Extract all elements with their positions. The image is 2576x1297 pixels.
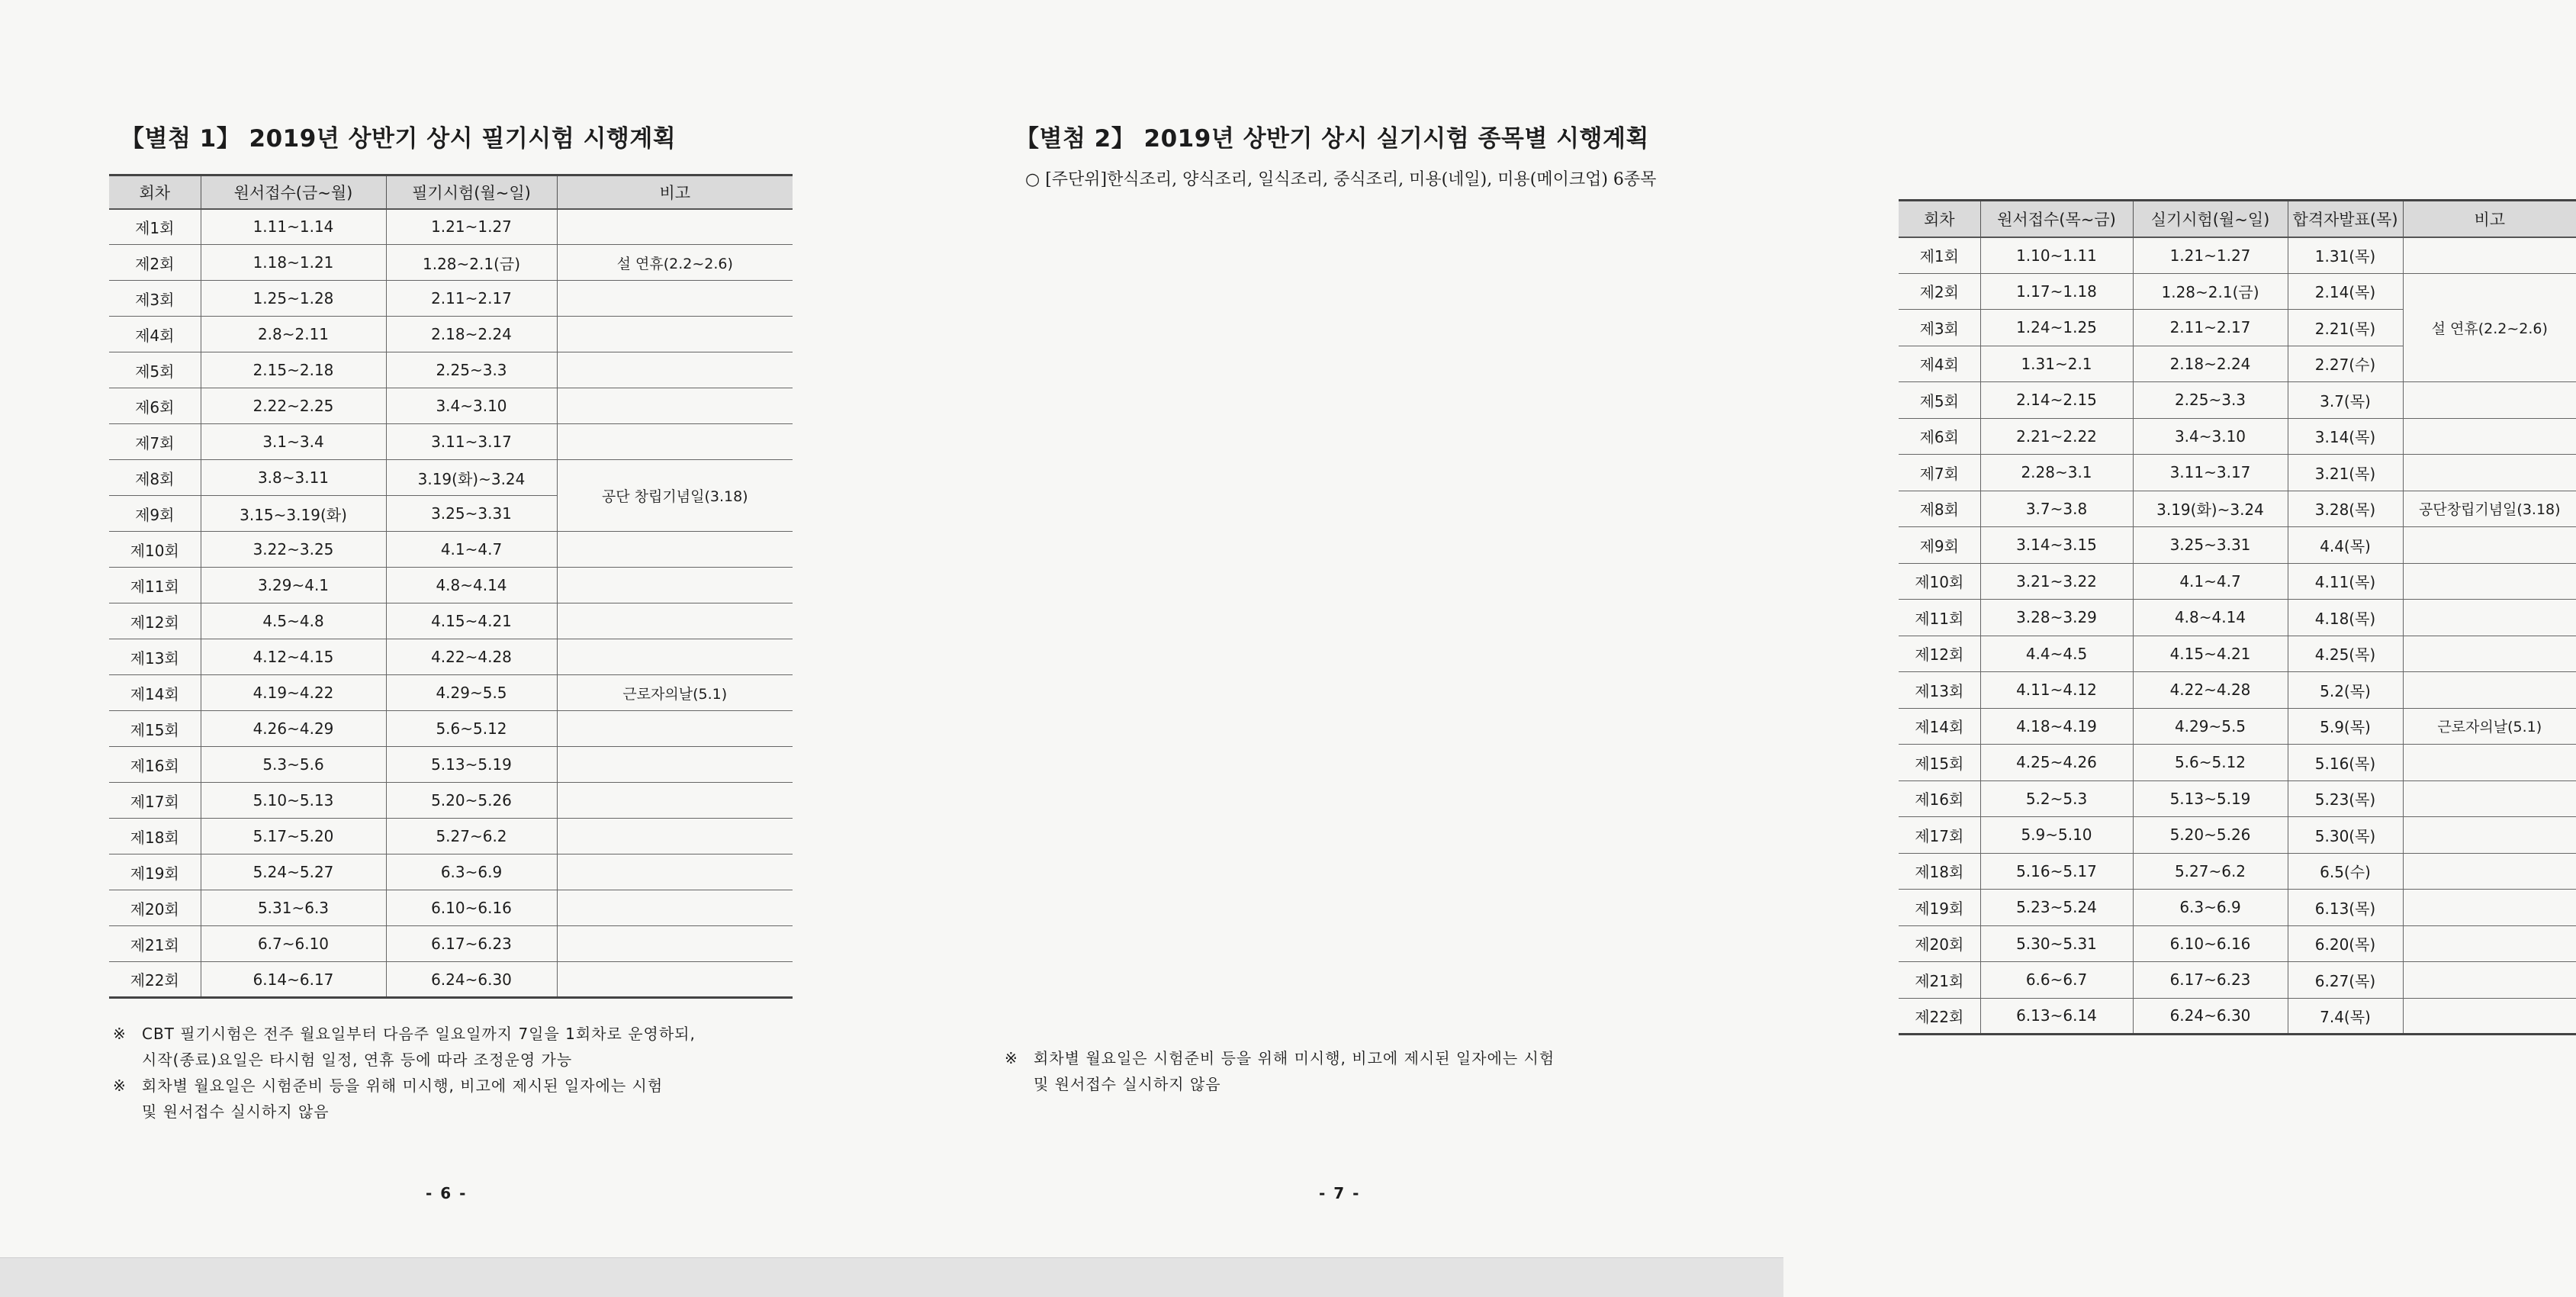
remark-cell: 공단창립기념일(3.18): [2403, 491, 2576, 527]
remark-cell: [557, 532, 793, 568]
round-cell: 제15회: [109, 711, 201, 747]
table-row: [109, 926, 793, 962]
date-cell: 2.22~2.25: [201, 388, 386, 424]
date-cell: 2.27(수): [2288, 346, 2403, 382]
date-cell: 5.2~5.3: [1980, 780, 2133, 817]
date-cell: 5.24~5.27: [201, 854, 386, 890]
table-row: [109, 711, 793, 747]
page-7-subtitle: ○ [주단위]한식조리, 양식조리, 일식조리, 중식조리, 미용(네일), 미용(메이크업) 6종목: [1025, 170, 1657, 189]
round-cell: 제13회: [1899, 672, 1980, 709]
table-row: [1899, 853, 2576, 890]
remark-cell: [2403, 925, 2576, 962]
remark-cell: [2403, 998, 2576, 1035]
practical-exam-schedule-table: [1899, 199, 2576, 1035]
remark-cell: [2403, 418, 2576, 455]
round-cell: 제22회: [109, 962, 201, 998]
date-cell: 2.11~2.17: [2133, 310, 2288, 346]
date-cell: 5.6~5.12: [386, 711, 557, 747]
date-cell: 6.3~6.9: [386, 854, 557, 890]
round-cell: 제16회: [109, 747, 201, 783]
date-cell: 5.6~5.12: [2133, 745, 2288, 781]
round-cell: 제11회: [1899, 600, 1980, 636]
table-row: [109, 639, 793, 675]
date-cell: 4.11(목): [2288, 563, 2403, 600]
round-cell: 제8회: [109, 460, 201, 496]
date-cell: 3.21~3.22: [1980, 563, 2133, 600]
table-row: [109, 890, 793, 926]
date-cell: 5.10~5.13: [201, 783, 386, 819]
date-cell: 6.3~6.9: [2133, 890, 2288, 926]
remark-cell: [2403, 237, 2576, 274]
date-cell: 6.24~6.30: [2133, 998, 2288, 1035]
date-cell: 5.16(목): [2288, 745, 2403, 781]
page-7-title: 【별첨 2】 2019년 상반기 상시 실기시험 종목별 시행계획: [1015, 125, 1649, 153]
footnote-text: 회차별 월요일은 시험준비 등을 위해 미시행, 비고에 제시된 일자에는 시험: [142, 1077, 664, 1095]
date-cell: 5.20~5.26: [2133, 817, 2288, 854]
date-cell: 5.17~5.20: [201, 819, 386, 854]
round-cell: 제9회: [109, 496, 201, 532]
remark-cell: [2403, 672, 2576, 709]
remark-cell: [557, 388, 793, 424]
date-cell: 5.27~6.2: [2133, 853, 2288, 890]
table-row: [1899, 237, 2576, 274]
table-row: [1899, 708, 2576, 745]
round-cell: 제16회: [1899, 780, 1980, 817]
round-cell: 제9회: [1899, 527, 1980, 564]
table-row: [109, 675, 793, 711]
date-cell: 1.25~1.28: [201, 281, 386, 317]
date-cell: 3.7(목): [2288, 382, 2403, 419]
date-cell: 6.10~6.16: [386, 890, 557, 926]
date-cell: 2.28~3.1: [1980, 455, 2133, 491]
remark-cell: 설 연휴(2.2~2.6): [557, 245, 793, 281]
remark-cell: [2403, 890, 2576, 926]
remark-cell: [557, 317, 793, 352]
date-cell: 3.19(화)~3.24: [386, 460, 557, 496]
date-cell: 4.19~4.22: [201, 675, 386, 711]
reference-mark: ※: [113, 1025, 127, 1043]
date-cell: 1.28~2.1(금): [386, 245, 557, 281]
remark-cell: [2403, 853, 2576, 890]
round-cell: 제18회: [1899, 853, 1980, 890]
round-cell: 제7회: [109, 424, 201, 460]
date-cell: 1.21~1.27: [386, 209, 557, 245]
table-row: [109, 568, 793, 603]
round-cell: 제19회: [109, 854, 201, 890]
date-cell: 4.29~5.5: [2133, 708, 2288, 745]
table-row: [109, 424, 793, 460]
table-row: [109, 854, 793, 890]
date-cell: 3.14(목): [2288, 418, 2403, 455]
remark-cell: [2403, 636, 2576, 672]
date-cell: 3.4~3.10: [2133, 418, 2288, 455]
remark-cell: [557, 281, 793, 317]
round-cell: 제12회: [109, 603, 201, 639]
date-cell: 2.18~2.24: [2133, 346, 2288, 382]
date-cell: 4.5~4.8: [201, 603, 386, 639]
date-cell: 4.25(목): [2288, 636, 2403, 672]
column-header: 실기시험(월~일): [2133, 201, 2288, 237]
date-cell: 4.26~4.29: [201, 711, 386, 747]
date-cell: 6.7~6.10: [201, 926, 386, 962]
date-cell: 3.1~3.4: [201, 424, 386, 460]
date-cell: 6.24~6.30: [386, 962, 557, 998]
date-cell: 1.24~1.25: [1980, 310, 2133, 346]
table-row: [1899, 527, 2576, 564]
footnote-text-continued: 시작(종료)요일은 타시험 일정, 연휴 등에 따라 조정운영 가능: [142, 1051, 573, 1069]
column-header: 원서접수(목~금): [1980, 201, 2133, 237]
table-row: [1899, 925, 2576, 962]
table-row: [1899, 998, 2576, 1035]
date-cell: 3.19(화)~3.24: [2133, 491, 2288, 527]
round-cell: 제17회: [109, 783, 201, 819]
footnote: [113, 1021, 696, 1047]
table-row: [109, 962, 793, 998]
date-cell: 1.17~1.18: [1980, 273, 2133, 310]
round-cell: 제18회: [109, 819, 201, 854]
date-cell: 3.14~3.15: [1980, 527, 2133, 564]
date-cell: 3.28(목): [2288, 491, 2403, 527]
date-cell: 5.13~5.19: [386, 747, 557, 783]
table-row: [109, 603, 793, 639]
date-cell: 4.25~4.26: [1980, 745, 2133, 781]
table-header-row: [109, 175, 793, 209]
date-cell: 5.3~5.6: [201, 747, 386, 783]
date-cell: 5.31~6.3: [201, 890, 386, 926]
date-cell: 3.29~4.1: [201, 568, 386, 603]
date-cell: 3.25~3.31: [386, 496, 557, 532]
column-header: 합격자발표(목): [2288, 201, 2403, 237]
date-cell: 6.10~6.16: [2133, 925, 2288, 962]
table-row: [109, 245, 793, 281]
table-row: [1899, 418, 2576, 455]
date-cell: 4.18(목): [2288, 600, 2403, 636]
round-cell: 제17회: [1899, 817, 1980, 854]
remark-cell: 공단 창립기념일(3.18): [557, 460, 793, 532]
date-cell: 2.8~2.11: [201, 317, 386, 352]
remark-cell: [557, 747, 793, 783]
round-cell: 제20회: [109, 890, 201, 926]
round-cell: 제8회: [1899, 491, 1980, 527]
remark-cell: [2403, 817, 2576, 854]
footnote-text: 회차별 월요일은 시험준비 등을 위해 미시행, 비고에 제시된 일자에는 시험: [1034, 1049, 1555, 1067]
round-cell: 제6회: [109, 388, 201, 424]
remark-cell: 설 연휴(2.2~2.6): [2403, 273, 2576, 382]
date-cell: 2.21(목): [2288, 310, 2403, 346]
date-cell: 4.4(목): [2288, 527, 2403, 564]
table-row: [109, 460, 793, 496]
remark-cell: [2403, 563, 2576, 600]
remark-cell: [557, 854, 793, 890]
table-row: [109, 747, 793, 783]
round-cell: 제7회: [1899, 455, 1980, 491]
remark-cell: 근로자의날(5.1): [557, 675, 793, 711]
date-cell: 1.10~1.11: [1980, 237, 2133, 274]
page-number: - 7 -: [1319, 1184, 1361, 1202]
date-cell: 2.15~2.18: [201, 352, 386, 388]
date-cell: 4.29~5.5: [386, 675, 557, 711]
round-cell: 제21회: [109, 926, 201, 962]
round-cell: 제5회: [109, 352, 201, 388]
round-cell: 제11회: [109, 568, 201, 603]
table-row: [1899, 600, 2576, 636]
date-cell: 2.25~3.3: [2133, 382, 2288, 419]
remark-cell: [557, 783, 793, 819]
date-cell: 2.11~2.17: [386, 281, 557, 317]
date-cell: 4.15~4.21: [386, 603, 557, 639]
date-cell: 3.15~3.19(화): [201, 496, 386, 532]
remark-cell: [557, 819, 793, 854]
table-header-row: [1899, 201, 2576, 237]
table-row: [109, 317, 793, 352]
remark-cell: [2403, 527, 2576, 564]
table-row: [109, 281, 793, 317]
round-cell: 제19회: [1899, 890, 1980, 926]
round-cell: 제3회: [1899, 310, 1980, 346]
remark-cell: [557, 424, 793, 460]
date-cell: 3.7~3.8: [1980, 491, 2133, 527]
date-cell: 4.22~4.28: [386, 639, 557, 675]
date-cell: 3.25~3.31: [2133, 527, 2288, 564]
table-row: [109, 532, 793, 568]
table-row: [109, 783, 793, 819]
column-header: 필기시험(월~일): [386, 175, 557, 209]
date-cell: 4.22~4.28: [2133, 672, 2288, 709]
date-cell: 5.9(목): [2288, 708, 2403, 745]
remark-cell: 근로자의날(5.1): [2403, 708, 2576, 745]
table-row: [1899, 563, 2576, 600]
round-cell: 제4회: [1899, 346, 1980, 382]
date-cell: 1.28~2.1(금): [2133, 273, 2288, 310]
remark-cell: [557, 568, 793, 603]
page-7-footnotes: [1005, 1045, 1555, 1097]
table-row: [1899, 672, 2576, 709]
date-cell: 2.25~3.3: [386, 352, 557, 388]
round-cell: 제10회: [109, 532, 201, 568]
date-cell: 4.12~4.15: [201, 639, 386, 675]
date-cell: 5.16~5.17: [1980, 853, 2133, 890]
date-cell: 5.30(목): [2288, 817, 2403, 854]
remark-cell: [557, 603, 793, 639]
remark-cell: [557, 209, 793, 245]
date-cell: 2.14(목): [2288, 273, 2403, 310]
column-header: 원서접수(금~월): [201, 175, 386, 209]
date-cell: 5.23~5.24: [1980, 890, 2133, 926]
round-cell: 제3회: [109, 281, 201, 317]
scanner-edge: [0, 1257, 1783, 1297]
date-cell: 2.14~2.15: [1980, 382, 2133, 419]
date-cell: 1.11~1.14: [201, 209, 386, 245]
date-cell: 3.11~3.17: [386, 424, 557, 460]
page-number: - 6 -: [426, 1184, 468, 1202]
date-cell: 5.9~5.10: [1980, 817, 2133, 854]
round-cell: 제1회: [1899, 237, 1980, 274]
date-cell: 5.30~5.31: [1980, 925, 2133, 962]
round-cell: 제20회: [1899, 925, 1980, 962]
round-cell: 제6회: [1899, 418, 1980, 455]
table-row: [1899, 491, 2576, 527]
remark-cell: [557, 926, 793, 962]
reference-mark: ※: [113, 1077, 127, 1095]
table-row: [1899, 636, 2576, 672]
table-row: [1899, 890, 2576, 926]
round-cell: 제2회: [109, 245, 201, 281]
table-row: [1899, 962, 2576, 999]
date-cell: 1.31~2.1: [1980, 346, 2133, 382]
table-row: [1899, 817, 2576, 854]
date-cell: 5.27~6.2: [386, 819, 557, 854]
remark-cell: [2403, 382, 2576, 419]
round-cell: 제10회: [1899, 563, 1980, 600]
remark-cell: [2403, 455, 2576, 491]
reference-mark: ※: [1005, 1049, 1018, 1067]
round-cell: 제13회: [109, 639, 201, 675]
date-cell: 4.8~4.14: [2133, 600, 2288, 636]
date-cell: 6.20(목): [2288, 925, 2403, 962]
round-cell: 제14회: [1899, 708, 1980, 745]
date-cell: 6.6~6.7: [1980, 962, 2133, 999]
remark-cell: [557, 352, 793, 388]
date-cell: 3.21(목): [2288, 455, 2403, 491]
page-6: [0, 0, 892, 1297]
page-7: [892, 0, 2561, 1297]
footnote: [113, 1073, 696, 1099]
date-cell: 6.13~6.14: [1980, 998, 2133, 1035]
date-cell: 6.14~6.17: [201, 962, 386, 998]
date-cell: 4.8~4.14: [386, 568, 557, 603]
round-cell: 제15회: [1899, 745, 1980, 781]
date-cell: 2.18~2.24: [386, 317, 557, 352]
remark-cell: [2403, 600, 2576, 636]
round-cell: 제12회: [1899, 636, 1980, 672]
table-row: [109, 352, 793, 388]
round-cell: 제14회: [109, 675, 201, 711]
date-cell: 5.23(목): [2288, 780, 2403, 817]
remark-cell: [557, 890, 793, 926]
page-6-title: 【별첨 1】 2019년 상반기 상시 필기시험 시행계획: [121, 125, 677, 153]
footnote: [1005, 1045, 1555, 1071]
date-cell: 4.18~4.19: [1980, 708, 2133, 745]
page-6-footnotes: [113, 1021, 696, 1125]
remark-cell: [2403, 745, 2576, 781]
remark-cell: [557, 962, 793, 998]
date-cell: 6.13(목): [2288, 890, 2403, 926]
date-cell: 6.27(목): [2288, 962, 2403, 999]
table-row: [1899, 382, 2576, 419]
footnote-text-continued: 및 원서접수 실시하지 않음: [1034, 1075, 1221, 1093]
round-cell: 제21회: [1899, 962, 1980, 999]
footnote-text: CBT 필기시험은 전주 월요일부터 다음주 일요일까지 7일을 1회차로 운영하되,: [142, 1025, 696, 1043]
table-row: [1899, 273, 2576, 310]
date-cell: 3.4~3.10: [386, 388, 557, 424]
date-cell: 4.1~4.7: [2133, 563, 2288, 600]
table-row: [1899, 455, 2576, 491]
date-cell: 6.5(수): [2288, 853, 2403, 890]
date-cell: 5.2(목): [2288, 672, 2403, 709]
round-cell: 제1회: [109, 209, 201, 245]
round-cell: 제2회: [1899, 273, 1980, 310]
table-row: [109, 388, 793, 424]
date-cell: 3.28~3.29: [1980, 600, 2133, 636]
date-cell: 5.20~5.26: [386, 783, 557, 819]
date-cell: 3.11~3.17: [2133, 455, 2288, 491]
date-cell: 7.4(목): [2288, 998, 2403, 1035]
date-cell: 3.22~3.25: [201, 532, 386, 568]
date-cell: 6.17~6.23: [386, 926, 557, 962]
round-cell: 제4회: [109, 317, 201, 352]
column-header: 회차: [109, 175, 201, 209]
date-cell: 4.15~4.21: [2133, 636, 2288, 672]
date-cell: 4.1~4.7: [386, 532, 557, 568]
date-cell: 4.4~4.5: [1980, 636, 2133, 672]
date-cell: 1.21~1.27: [2133, 237, 2288, 274]
column-header: 회차: [1899, 201, 1980, 237]
table-row: [1899, 745, 2576, 781]
remark-cell: [557, 711, 793, 747]
table-row: [109, 209, 793, 245]
table-row: [1899, 780, 2576, 817]
table-row: [109, 819, 793, 854]
written-exam-schedule-table: [109, 174, 793, 999]
date-cell: 6.17~6.23: [2133, 962, 2288, 999]
remark-cell: [557, 639, 793, 675]
remark-cell: [2403, 780, 2576, 817]
date-cell: 1.18~1.21: [201, 245, 386, 281]
round-cell: 제22회: [1899, 998, 1980, 1035]
column-header: 비고: [557, 175, 793, 209]
column-header: 비고: [2403, 201, 2576, 237]
date-cell: 2.21~2.22: [1980, 418, 2133, 455]
round-cell: 제5회: [1899, 382, 1980, 419]
date-cell: 1.31(목): [2288, 237, 2403, 274]
remark-cell: [2403, 962, 2576, 999]
date-cell: 4.11~4.12: [1980, 672, 2133, 709]
date-cell: 5.13~5.19: [2133, 780, 2288, 817]
date-cell: 3.8~3.11: [201, 460, 386, 496]
footnote-text-continued: 및 원서접수 실시하지 않음: [142, 1102, 330, 1121]
